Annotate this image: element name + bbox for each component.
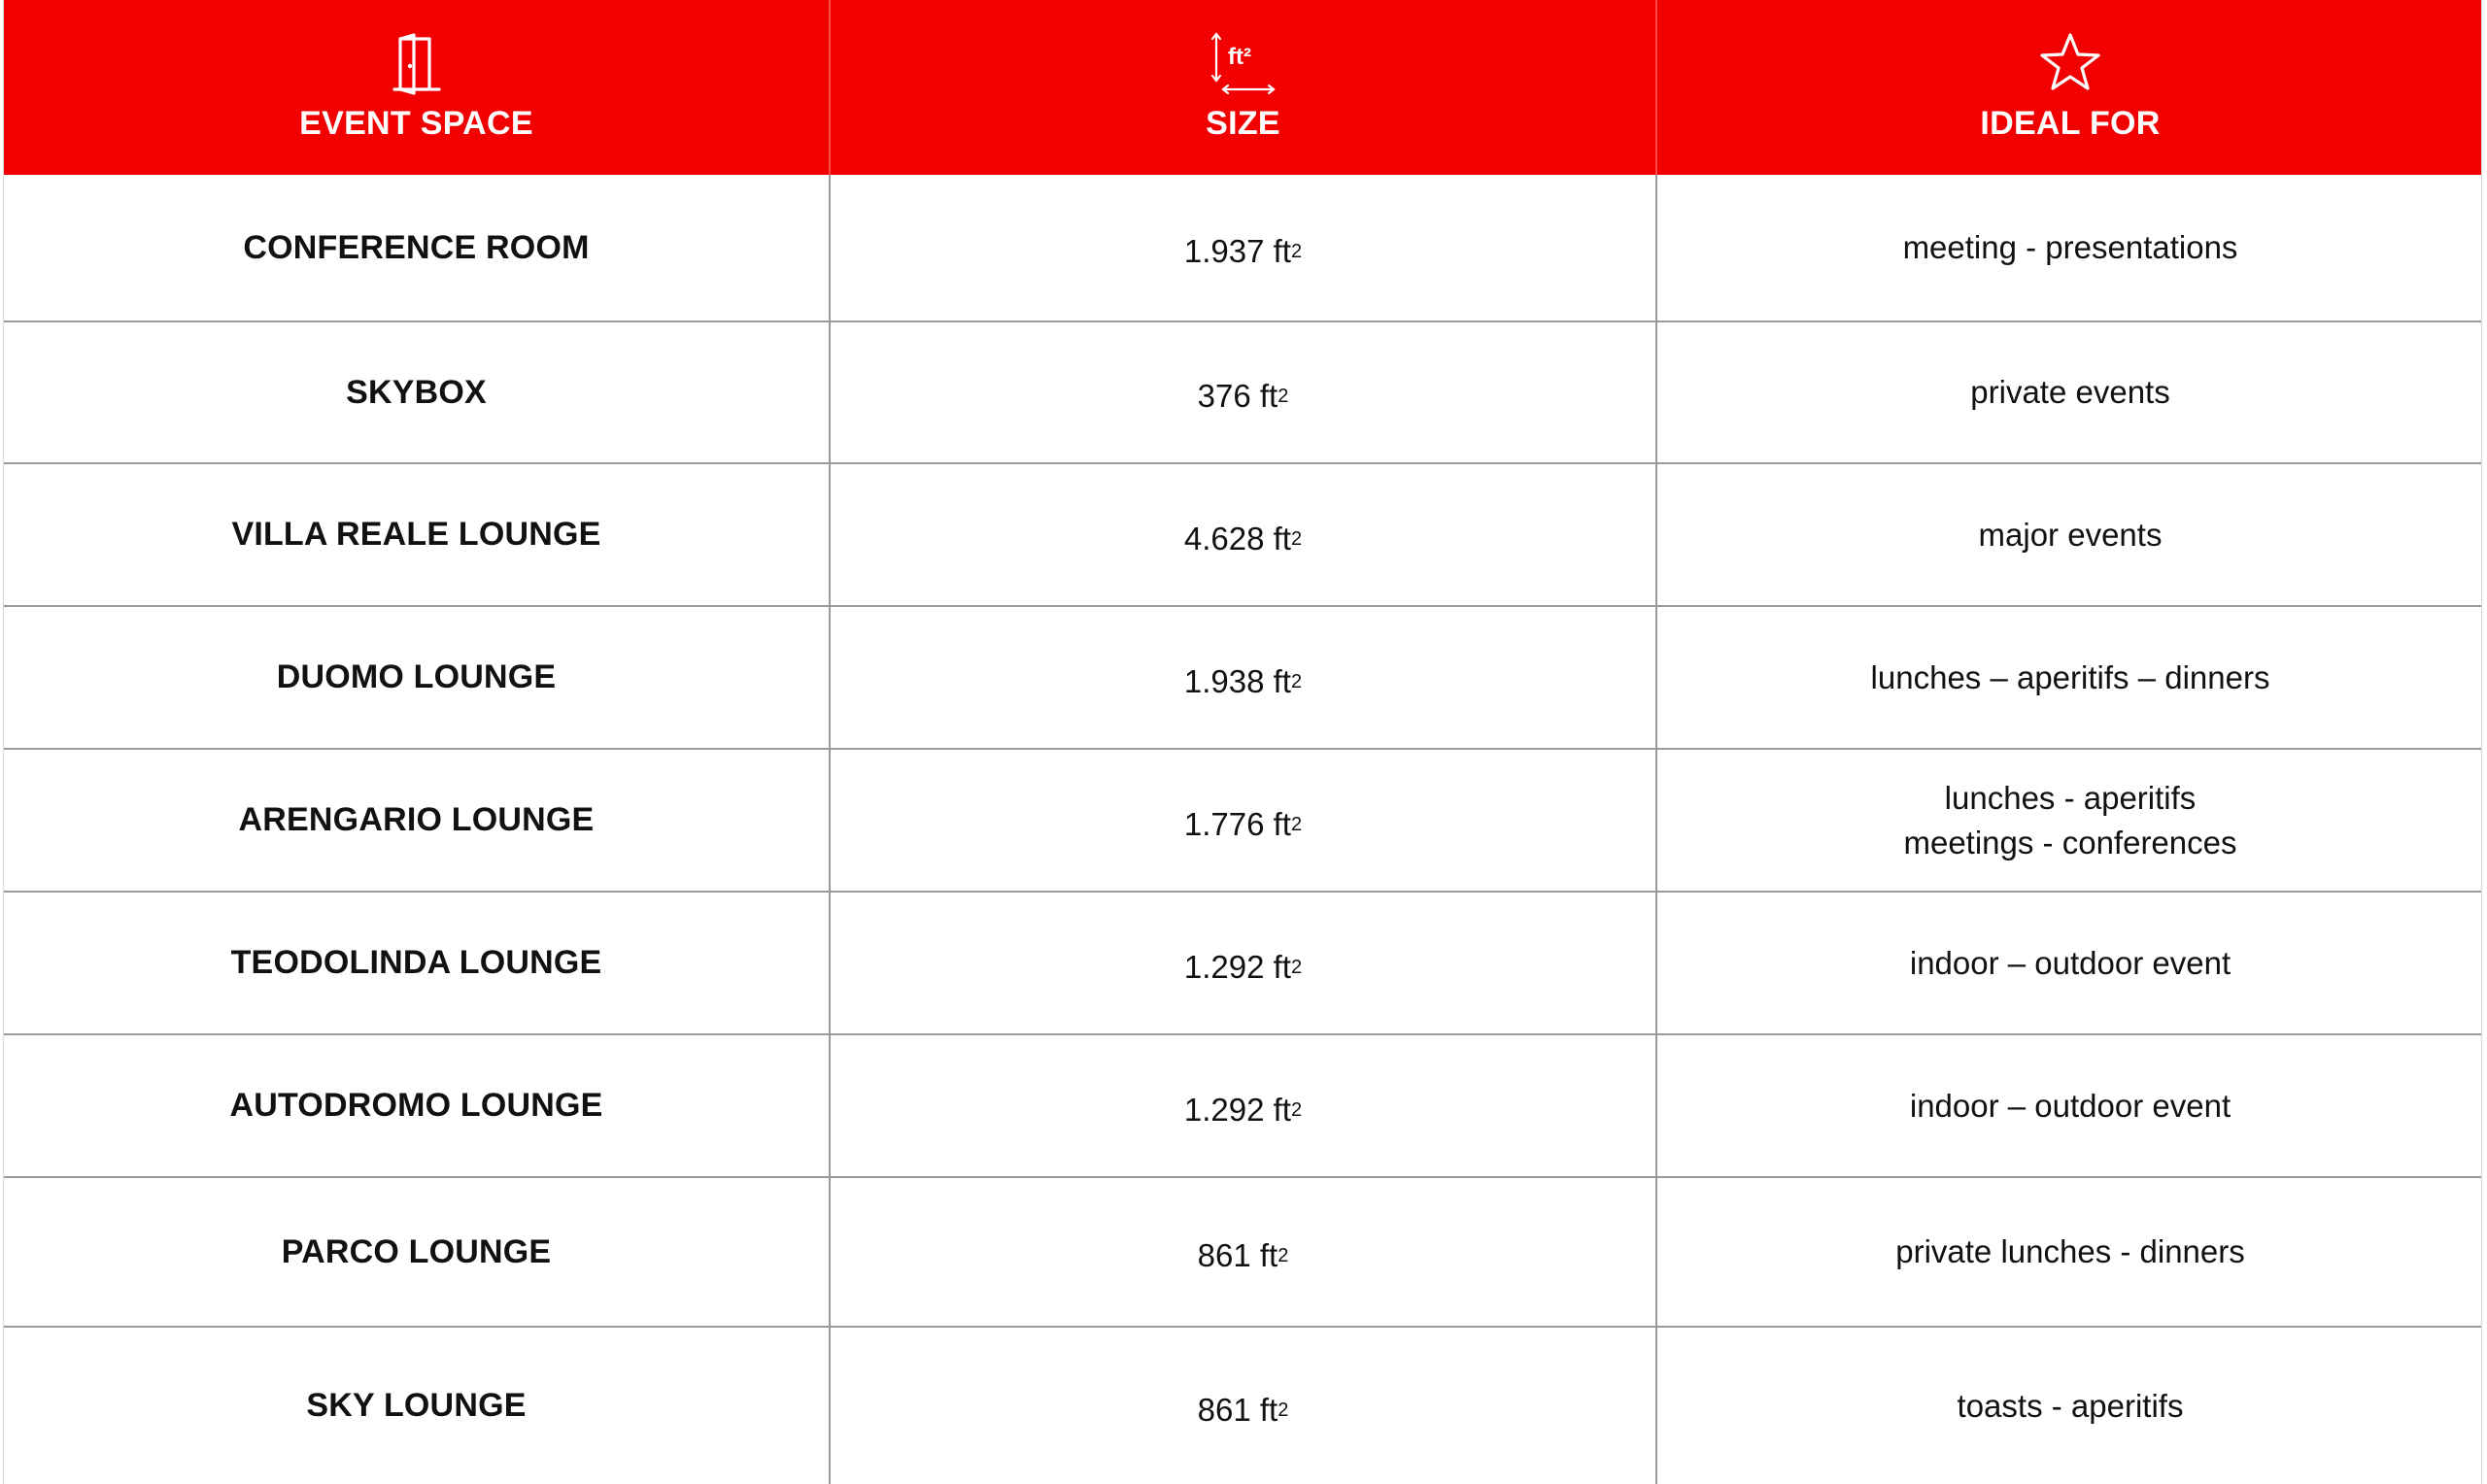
header-label-size: SIZE — [1206, 105, 1280, 142]
star-icon — [2031, 29, 2109, 97]
event-space-name: TEODOLINDA LOUNGE — [4, 893, 831, 1033]
event-space-size: 1.938 ft 2 — [831, 607, 1657, 748]
table-header — [4, 0, 2481, 175]
event-space-ideal-for: indoor – outdoor event — [1909, 1087, 2231, 1124]
header-label-ideal-for: IDEAL FOR — [1980, 105, 2161, 142]
header-label-event-space: EVENT SPACE — [299, 105, 533, 142]
area-ft2-icon — [1205, 29, 1282, 97]
event-space-name: SKYBOX — [4, 322, 831, 462]
event-space-size: 1.292 ft 2 — [831, 893, 1657, 1033]
event-space-ideal-for: lunches - aperitifs meetings - conferences — [1903, 779, 2237, 860]
event-space-size: 861 ft 2 — [831, 1328, 1657, 1484]
event-space-name: DUOMO LOUNGE — [4, 607, 831, 748]
table-row — [4, 607, 2481, 750]
table-row — [4, 893, 2481, 1035]
area-icon-text: ft² — [1227, 44, 1251, 70]
event-space-size: 861 ft 2 — [831, 1178, 1657, 1326]
event-space-name: CONFERENCE ROOM — [4, 175, 831, 320]
event-space-name: VILLA REALE LOUNGE — [4, 464, 831, 605]
event-space-ideal-for: meeting - presentations — [1902, 229, 2238, 265]
event-space-ideal-for: private events — [1970, 374, 2170, 410]
event-space-ideal-for: major events — [1978, 516, 2163, 553]
header-size — [831, 0, 1657, 175]
event-spaces-table — [3, 0, 2482, 1484]
table-row — [4, 464, 2481, 607]
event-space-size: 4.628 ft 2 — [831, 464, 1657, 605]
event-space-size: 1.937 ft 2 — [831, 175, 1657, 320]
table-row — [4, 1035, 2481, 1178]
table-row — [4, 1178, 2481, 1328]
event-space-size: 1.776 ft 2 — [831, 750, 1657, 891]
header-event-space — [4, 0, 831, 175]
event-space-ideal-for: toasts - aperitifs — [1957, 1387, 2184, 1424]
table-row — [4, 322, 2481, 464]
table-row — [4, 1328, 2481, 1484]
event-space-name: AUTODROMO LOUNGE — [4, 1035, 831, 1176]
event-space-size: 1.292 ft 2 — [831, 1035, 1657, 1176]
table-row — [4, 175, 2481, 322]
event-space-name: ARENGARIO LOUNGE — [4, 750, 831, 891]
table-body — [4, 175, 2481, 1484]
event-space-ideal-for: lunches – aperitifs – dinners — [1870, 658, 2270, 695]
event-space-ideal-for: indoor – outdoor event — [1909, 944, 2231, 981]
event-space-ideal-for: private lunches - dinners — [1895, 1233, 2245, 1269]
header-ideal-for — [1657, 0, 2483, 175]
event-space-size: 376 ft 2 — [831, 322, 1657, 462]
event-space-name: SKY LOUNGE — [4, 1328, 831, 1484]
event-space-name: PARCO LOUNGE — [4, 1178, 831, 1326]
table-row — [4, 750, 2481, 893]
door-icon — [378, 29, 456, 97]
